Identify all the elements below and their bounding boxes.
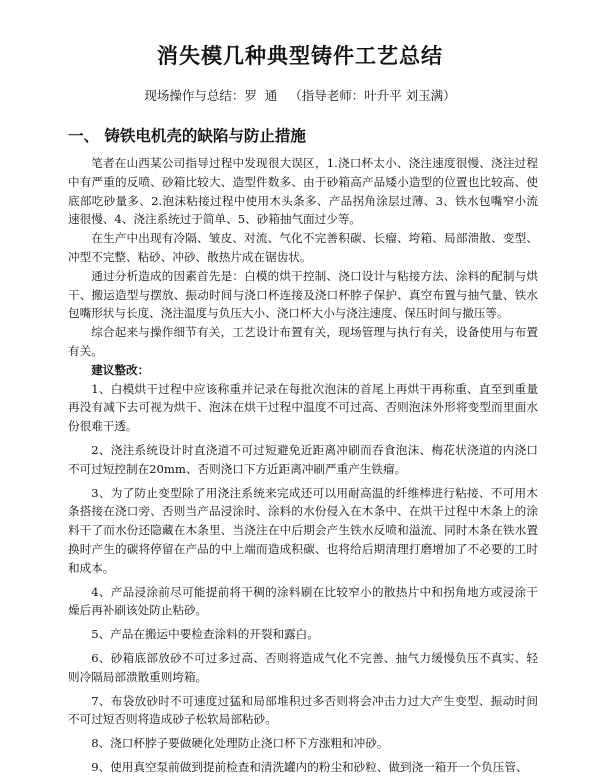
advice-item: 9、使用真空泵前做到提前检查和清洗罐内的粉尘和砂粒、做到浇一箱开一个负压管、: [91, 759, 528, 774]
advice-item: 4、产品浸涂前尽可能提前将干稠的涂料刷在比较窄小的散热片中和拐角地方或浸涂干燥后再补刷该处防止粘砂。: [68, 584, 538, 618]
advice-item: 2、浇注系统设计时直浇道不可过短避免近距离冲刷而吞食泡沫、梅花状浇道的内浇口不可过短控制在20mm、否则浇口下方近距离冲刷严重产生铁瘤。: [68, 442, 538, 476]
body-paragraph: 综合起来与操作细节有关，工艺设计布置有关，现场管理与执行有关，设备使用与布置有关。: [68, 325, 538, 358]
section-body: [68, 154, 538, 777]
advice-item: 6、砂箱底部放砂不可过多过高、否则将造成气化不完善、抽气力缓慢负压不真实、轻则冷隔局部溃散重则垮箱。: [68, 650, 538, 684]
body-paragraph: 通过分析造成的因素首先是：白模的烘干控制、浇口设计与粘接方法、涂料的配制与烘干、搬运造型与摆放、振动时间与浇口杯连接及浇口杯脖子保护、真空布置与抽气量、铁水包嘴形状与长度、浇注温度与负压大小、浇口杯大小与浇注速度、保压时间与撤压等。: [68, 268, 538, 321]
advice-heading: 建议整改：: [91, 362, 150, 377]
advice-item: 7、布袋放砂时不可速度过猛和局部堆积过多否则将会冲击力过大产生变型、振动时间不可过短否则将造成砂子松软局部粘砂。: [68, 693, 538, 727]
advice-item: 5、产品在搬运中要检查涂料的开裂和露白。: [91, 627, 319, 642]
advice-item: 1、白模烘干过程中应该称重并记录在每批次泡沫的首尾上再烘干再称重、直至到重量再没有减下去可视为烘干、泡沫在烘干过程中温度不可过高、否则泡沫外形将变型而里面水份很难干透。: [68, 381, 538, 434]
advice-item: 3、为了防止变型除了用浇注系统来完成还可以用耐高温的纤维棒进行粘接、不可用木条搭接在浇口旁、否则当产品浸涂时、涂料的水份侵入在木条中、在烘干过程中木条上的涂料干了而水份还隐藏在木条里、当浇注在中后期会产生铁水反喷和溢流、同时木条在铁水置换时产生的碳将停留在产品的中上端而造成积碳、也将给后期清理打磨增加了不必要的工时和成本。: [68, 485, 538, 575]
section-heading: 一、 铸铁电机壳的缺陷与防止措施: [68, 127, 306, 145]
body-paragraph: 在生产中出现有冷隔、皱皮、对流、气化不完善积碳、长瘤、垮箱、局部溃散、变型、冲型不完整、粘砂、冲砂、散热片成在锯齿状。: [68, 231, 538, 264]
document-title: 消失模几种典型铸件工艺总结: [157, 44, 443, 68]
author-byline: 现场操作与总结：罗 通 （指导老师：叶升平 刘玉满）: [144, 88, 456, 103]
advice-item: 8、浇口杯脖子要做硬化处理防止浇口杯下方涨粗和冲砂。: [91, 736, 389, 751]
body-paragraph: 笔者在山西某公司指导过程中发现很大误区，1.浇口杯太小、浇注速度很慢、浇注过程中有严重的反喷、砂箱比较大、造型件数多、由于砂箱高产品矮小造型的位置也比较高、使底部吃砂量多、2.泡沫粘接过程中使用木头条多、产品拐角涂层过薄、3、铁水包嘴窄小流速很慢、4、浇注系统过于简单、5、砂箱抽气面过少等。: [68, 156, 538, 227]
